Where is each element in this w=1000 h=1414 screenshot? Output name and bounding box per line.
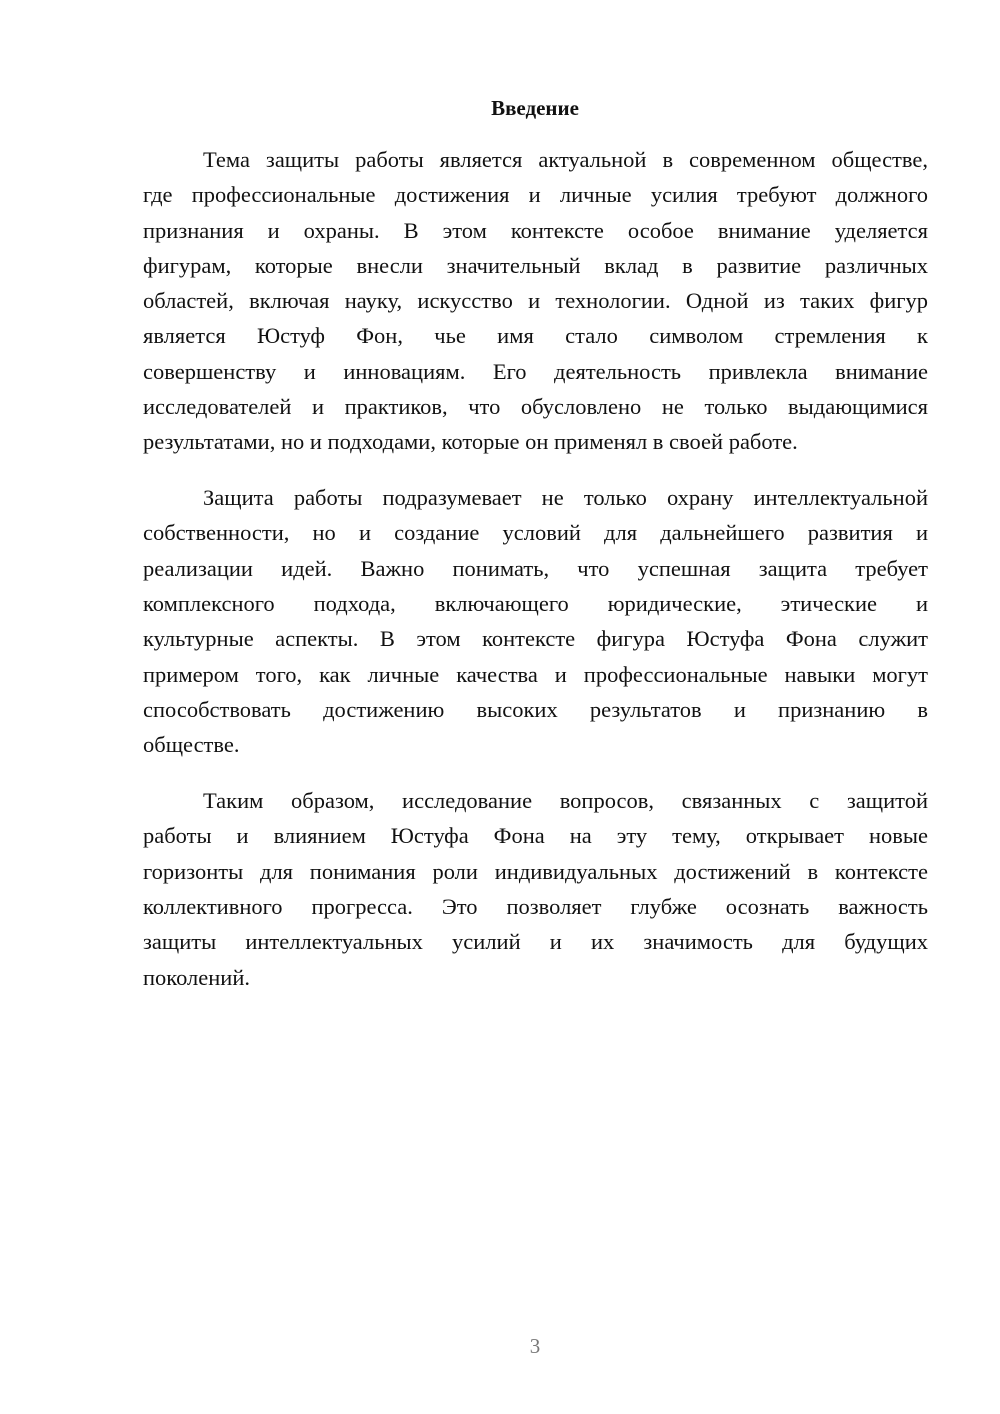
paragraph xyxy=(143,783,928,995)
text-line: где профессиональные достижения и личные усилия требуют должного xyxy=(143,182,928,208)
text-line: защиты интеллектуальных усилий и их значимость для будущих xyxy=(143,929,928,955)
text-line: исследователей и практиков, что обусловлено не только выдающимися xyxy=(143,394,928,420)
text-line: областей, включая науку, искусство и технологии. Одной из таких фигур xyxy=(143,288,928,314)
text-line: горизонты для понимания роли индивидуальных достижений в контексте xyxy=(143,858,928,884)
page-title: Введение xyxy=(491,96,579,120)
text-line: поколений. xyxy=(143,964,250,990)
text-line: комплексного подхода, включающего юридические, этические и xyxy=(143,591,928,617)
text-line: признания и охраны. В этом контексте особое внимание уделяется xyxy=(143,217,928,243)
text-line: Тема защиты работы является актуальной в современном обществе, xyxy=(203,147,928,172)
text-line: совершенству и инновациям. Его деятельность привлекла внимание xyxy=(143,358,928,384)
text-line: примером того, как личные качества и профессиональные навыки могут xyxy=(143,661,928,687)
text-line: фигурам, которые внесли значительный вклад в развитие различных xyxy=(143,252,928,278)
paragraph xyxy=(143,142,928,460)
text-line: Таким образом, исследование вопросов, связанных с защитой xyxy=(203,788,928,814)
text-line: способствовать достижению высоких результатов и признанию в xyxy=(143,696,928,722)
text-line: результатами, но и подходами, которые он применял в своей работе. xyxy=(143,429,798,455)
text-line: работы и влиянием Юстуфа Фона на эту тему, открывает новые xyxy=(143,823,928,849)
document-body xyxy=(143,142,928,1015)
text-line: Защита работы подразумевает не только охрану интеллектуальной xyxy=(203,485,928,511)
paragraph xyxy=(143,480,928,762)
text-line: реализации идей. Важно понимать, что успешная защита требует xyxy=(143,555,928,581)
text-line: является Юстуф Фон, чье имя стало символом стремления к xyxy=(143,323,928,349)
text-line: культурные аспекты. В этом контексте фигура Юстуфа Фона служит xyxy=(143,626,928,652)
text-line: коллективного прогресса. Это позволяет глубже осознать важность xyxy=(143,893,928,919)
page-number: 3 xyxy=(529,1334,541,1358)
text-line: обществе. xyxy=(143,732,240,758)
text-line: собственности, но и создание условий для дальнейшего развития и xyxy=(143,520,928,546)
